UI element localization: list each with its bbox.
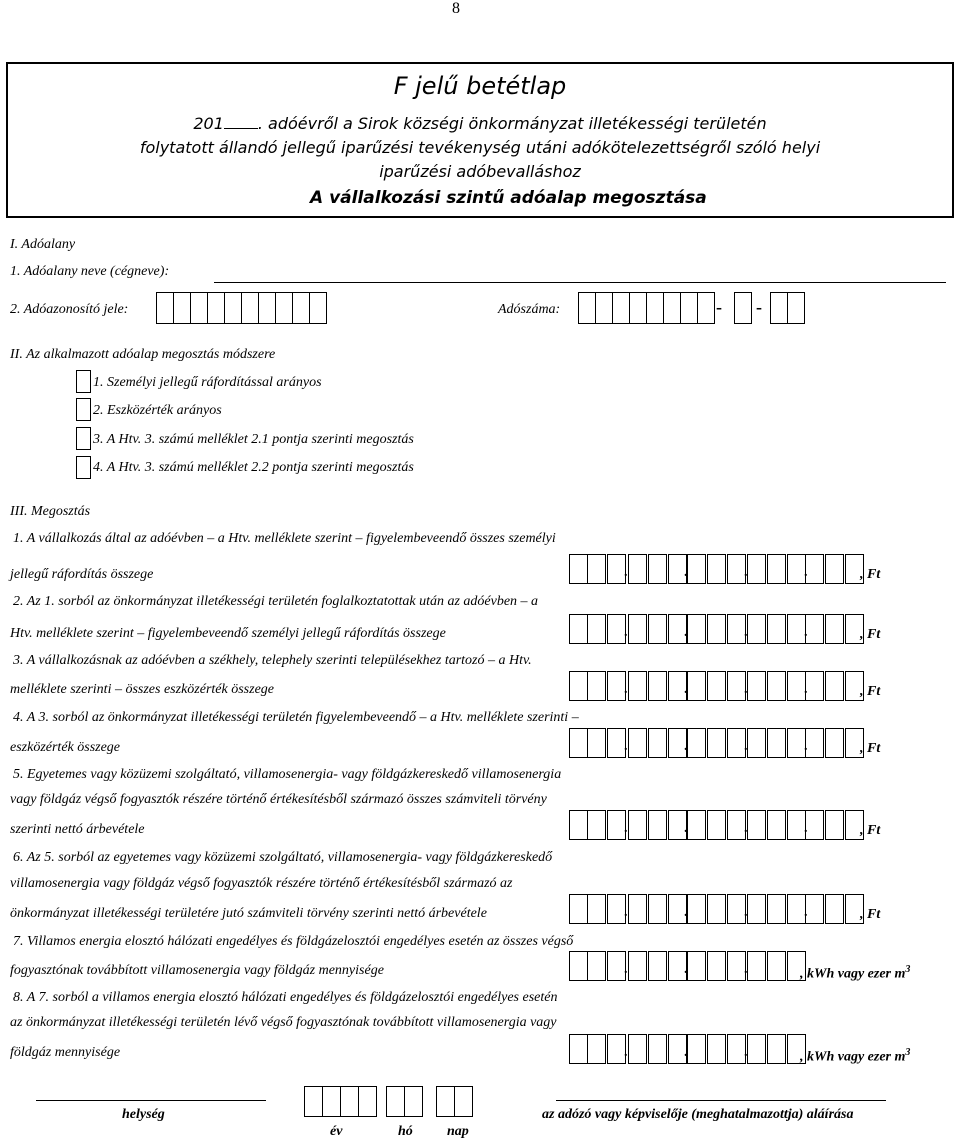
taxnum-label: Adószáma:: [498, 302, 561, 317]
amount-separator-dot: .: [684, 1045, 688, 1060]
date-digit-box[interactable]: [358, 1086, 377, 1117]
amount-digit-box[interactable]: [628, 810, 647, 840]
page-number: 8: [452, 0, 460, 17]
name-field[interactable]: [214, 282, 946, 283]
amount-digit-box[interactable]: [805, 728, 824, 758]
amount-digit-box[interactable]: [569, 614, 588, 644]
unit-kwh-text: , kWh vagy ezer m: [800, 966, 906, 982]
method-option-3: 3. A Htv. 3. számú melléklet 2.1 pontja szerinti megosztás: [93, 432, 414, 447]
amount-digit-box[interactable]: [747, 728, 766, 758]
amount-separator-dot: .: [804, 821, 808, 836]
amount-separator-dot: .: [624, 1045, 628, 1060]
amount-digit-box[interactable]: [687, 728, 706, 758]
amount-digit-box[interactable]: [707, 810, 726, 840]
amount-digit-box[interactable]: [569, 554, 588, 584]
taxid-digit-box[interactable]: [275, 292, 293, 324]
amount-digit-box[interactable]: [687, 894, 706, 924]
amount-digit-box[interactable]: [805, 554, 824, 584]
amount-digit-box[interactable]: [747, 894, 766, 924]
section-1-title: I. Adóalany: [10, 237, 76, 252]
amount-digit-box[interactable]: [767, 951, 786, 981]
row-8-text-a: 8. A 7. sorból a villamos energia elosztó hálózati engedélyes és földgázelosztói engedélyes esetén: [13, 990, 558, 1005]
amount-separator-dot: .: [624, 821, 628, 836]
method-option-2: 2. Eszközérték arányos: [93, 403, 222, 418]
amount-digit-box[interactable]: [707, 728, 726, 758]
amount-separator-dot: .: [744, 682, 748, 697]
method-checkbox-2[interactable]: [76, 398, 91, 421]
header-line-1: [0, 114, 960, 133]
taxnum-digit-box[interactable]: [663, 292, 681, 324]
method-option-4: 4. A Htv. 3. számú melléklet 2.2 pontja szerinti megosztás: [93, 460, 414, 475]
row-5-text-a: 5. Egyetemes vagy közüzemi szolgáltató, villamosenergia- vagy földgázkereskedő villamosenergia: [13, 767, 562, 782]
amount-digit-box[interactable]: [587, 894, 606, 924]
section-2-title: II. Az alkalmazott adóalap megosztás módszere: [10, 347, 276, 362]
amount-digit-box[interactable]: [628, 554, 647, 584]
row-1-text-b: jellegű ráfordítás összege: [10, 567, 154, 582]
amount-separator-dot: .: [684, 739, 688, 754]
amount-digit-box[interactable]: [747, 810, 766, 840]
taxnum-digit-box[interactable]: [787, 292, 805, 324]
amount-digit-box[interactable]: [587, 728, 606, 758]
header-line-2: folytatott állandó jellegű iparűzési tevékenység utáni adókötelezettségről szóló helyi: [139, 138, 821, 157]
unit-ft-label: , Ft: [860, 684, 881, 699]
row-6-text-b: villamosenergia vagy földgáz végső fogyasztók részére történő értékesítésből származó az: [10, 876, 513, 891]
row-8-text-b: az önkormányzat illetékességi területén lévő végső fogyasztónak továbbított villamosenergia vagy: [10, 1015, 557, 1030]
amount-digit-box[interactable]: [707, 554, 726, 584]
taxnum-digit-box[interactable]: [680, 292, 698, 324]
signature-label: az adózó vagy képviselője (meghatalmazottja) aláírása: [542, 1107, 854, 1122]
taxnum-digit-box[interactable]: [646, 292, 664, 324]
amount-digit-box[interactable]: [587, 951, 606, 981]
unit-ft-label: , Ft: [860, 907, 881, 922]
method-checkbox-4[interactable]: [76, 456, 91, 479]
amount-separator-dot: .: [684, 682, 688, 697]
date-digit-box[interactable]: [454, 1086, 473, 1117]
amount-digit-box[interactable]: [687, 554, 706, 584]
amount-separator-dot: .: [744, 821, 748, 836]
amount-separator-dot: .: [744, 905, 748, 920]
signature-field[interactable]: [556, 1100, 886, 1101]
date-digit-box[interactable]: [304, 1086, 323, 1117]
amount-digit-box[interactable]: [707, 671, 726, 701]
amount-separator-dot: .: [744, 1045, 748, 1060]
amount-digit-box[interactable]: [767, 671, 786, 701]
place-label: helység: [122, 1107, 165, 1122]
form-subtitle: A vállalkozási szintű adóalap megosztása: [310, 188, 707, 208]
amount-digit-box[interactable]: [707, 951, 726, 981]
amount-digit-box[interactable]: [587, 1034, 606, 1064]
amount-separator-dot: .: [804, 682, 808, 697]
amount-digit-box[interactable]: [805, 671, 824, 701]
amount-digit-box[interactable]: [569, 810, 588, 840]
unit-ft-label: , Ft: [860, 823, 881, 838]
amount-digit-box[interactable]: [687, 1034, 706, 1064]
amount-separator-dot: .: [624, 625, 628, 640]
amount-digit-box[interactable]: [648, 614, 667, 644]
amount-separator-dot: .: [624, 905, 628, 920]
year-blank[interactable]: [224, 114, 258, 129]
method-checkbox-1[interactable]: [76, 370, 91, 393]
row-7-text-a: 7. Villamos energia elosztó hálózati engedélyes és földgázelosztói engedélyes esetén az összes végső: [13, 934, 574, 949]
date-digit-box[interactable]: [386, 1086, 405, 1117]
amount-digit-box[interactable]: [805, 614, 824, 644]
method-checkbox-3[interactable]: [76, 427, 91, 450]
amount-separator-dot: .: [684, 625, 688, 640]
header-line-3: iparűzési adóbevalláshoz: [379, 162, 581, 181]
amount-separator-dot: .: [744, 962, 748, 977]
taxnum-digit-box[interactable]: [770, 292, 788, 324]
row-4-text-b: eszközérték összege: [10, 740, 121, 755]
amount-digit-box[interactable]: [825, 810, 844, 840]
amount-digit-box[interactable]: [747, 554, 766, 584]
amount-digit-box[interactable]: [628, 894, 647, 924]
amount-digit-box[interactable]: [825, 671, 844, 701]
row-2-text-b: Htv. melléklete szerint – figyelembeveendő személyi jellegű ráfordítás összege: [10, 626, 446, 641]
amount-digit-box[interactable]: [648, 671, 667, 701]
amount-digit-box[interactable]: [767, 614, 786, 644]
date-digit-box[interactable]: [404, 1086, 423, 1117]
taxnum-digit-box[interactable]: [612, 292, 630, 324]
amount-separator-dot: .: [684, 905, 688, 920]
taxid-digit-box[interactable]: [292, 292, 310, 324]
row-5-text-b: vagy földgáz végső fogyasztók részére történő értékesítésből származó összes számviteli törvény: [10, 792, 547, 807]
amount-digit-box[interactable]: [767, 1034, 786, 1064]
amount-digit-box[interactable]: [747, 1034, 766, 1064]
amount-digit-box[interactable]: [805, 894, 824, 924]
section-3-title: III. Megosztás: [10, 504, 91, 519]
taxid-digit-box[interactable]: [309, 292, 327, 324]
taxid-label: 2. Adóazonosító jele:: [10, 302, 129, 317]
date-digit-box[interactable]: [340, 1086, 359, 1117]
year-prefix: 201: [193, 114, 224, 133]
taxnum-digit-box[interactable]: [734, 292, 752, 324]
unit-kwh-label: [800, 1047, 910, 1066]
method-option-1: 1. Személyi jellegű ráfordítással arányos: [93, 375, 322, 390]
amount-digit-box[interactable]: [767, 728, 786, 758]
place-field[interactable]: [36, 1100, 266, 1101]
taxnum-digit-box[interactable]: [578, 292, 596, 324]
amount-digit-box[interactable]: [587, 614, 606, 644]
taxid-digit-box[interactable]: [156, 292, 174, 324]
row-8-text-c: földgáz mennyisége: [10, 1045, 121, 1060]
amount-digit-box[interactable]: [825, 728, 844, 758]
amount-digit-box[interactable]: [648, 951, 667, 981]
row-6-text-c: önkormányzat illetékességi területére jutó számviteli törvény szerinti nettó árbevétele: [10, 906, 487, 921]
amount-digit-box[interactable]: [767, 554, 786, 584]
amount-digit-box[interactable]: [687, 614, 706, 644]
amount-digit-box[interactable]: [767, 810, 786, 840]
day-label: nap: [447, 1124, 469, 1139]
unit-ft-label: , Ft: [860, 567, 881, 582]
amount-digit-box[interactable]: [648, 1034, 667, 1064]
amount-digit-box[interactable]: [628, 671, 647, 701]
month-label: hó: [398, 1124, 413, 1139]
amount-digit-box[interactable]: [587, 554, 606, 584]
row-2-text-a: 2. Az 1. sorból az önkormányzat illetékességi területén foglalkoztatottak után az adóévben – a: [13, 594, 539, 609]
taxnum-dash-2: -: [756, 297, 762, 317]
amount-digit-box[interactable]: [628, 614, 647, 644]
amount-digit-box[interactable]: [648, 894, 667, 924]
unit-ft-label: , Ft: [860, 627, 881, 642]
taxnum-digit-box[interactable]: [595, 292, 613, 324]
amount-separator-dot: .: [624, 682, 628, 697]
amount-digit-box[interactable]: [825, 614, 844, 644]
unit-kwh-label: [800, 964, 910, 983]
amount-separator-dot: .: [624, 962, 628, 977]
taxid-digit-box[interactable]: [224, 292, 242, 324]
amount-digit-box[interactable]: [569, 671, 588, 701]
amount-digit-box[interactable]: [747, 671, 766, 701]
unit-kwh-superscript: 3: [905, 964, 911, 975]
amount-digit-box[interactable]: [767, 894, 786, 924]
amount-digit-box[interactable]: [569, 894, 588, 924]
taxid-digit-box[interactable]: [207, 292, 225, 324]
taxnum-digit-box[interactable]: [697, 292, 715, 324]
amount-digit-box[interactable]: [747, 614, 766, 644]
amount-digit-box[interactable]: [628, 728, 647, 758]
amount-digit-box[interactable]: [587, 671, 606, 701]
date-digit-box[interactable]: [436, 1086, 455, 1117]
amount-digit-box[interactable]: [687, 951, 706, 981]
amount-digit-box[interactable]: [687, 810, 706, 840]
amount-digit-box[interactable]: [707, 614, 726, 644]
taxnum-dash-1: -: [716, 297, 722, 317]
taxnum-digit-box[interactable]: [629, 292, 647, 324]
header-line-1-rest: . adóévről a Sirok községi önkormányzat illetékességi területén: [257, 114, 767, 133]
amount-digit-box[interactable]: [569, 951, 588, 981]
amount-digit-box[interactable]: [628, 951, 647, 981]
amount-separator-dot: .: [624, 565, 628, 580]
amount-separator-dot: .: [804, 565, 808, 580]
amount-digit-box[interactable]: [587, 810, 606, 840]
amount-digit-box[interactable]: [825, 894, 844, 924]
unit-kwh-superscript: 3: [905, 1047, 911, 1058]
taxid-digit-box[interactable]: [190, 292, 208, 324]
row-5-text-c: szerinti nettó árbevétele: [10, 822, 145, 837]
year-label: év: [330, 1124, 343, 1139]
amount-separator-dot: .: [804, 625, 808, 640]
amount-separator-dot: .: [804, 905, 808, 920]
amount-separator-dot: .: [744, 565, 748, 580]
amount-digit-box[interactable]: [569, 1034, 588, 1064]
amount-digit-box[interactable]: [707, 894, 726, 924]
amount-digit-box[interactable]: [648, 810, 667, 840]
amount-digit-box[interactable]: [648, 728, 667, 758]
taxid-digit-box[interactable]: [258, 292, 276, 324]
row-1-text-a: 1. A vállalkozás által az adóévben – a Htv. melléklete szerint – figyelembeveendő összes személyi: [13, 531, 556, 546]
row-4-text-a: 4. A 3. sorból az önkormányzat illetékességi területén figyelembeveendő – a Htv. melléklete szerinti –: [13, 710, 579, 725]
amount-digit-box[interactable]: [707, 1034, 726, 1064]
amount-digit-box[interactable]: [825, 554, 844, 584]
amount-separator-dot: .: [684, 962, 688, 977]
amount-digit-box[interactable]: [747, 951, 766, 981]
amount-digit-box[interactable]: [805, 810, 824, 840]
row-6-text-a: 6. Az 5. sorból az egyetemes vagy közüzemi szolgáltató, villamosenergia- vagy földgázkereskedő: [13, 850, 553, 865]
amount-separator-dot: .: [744, 625, 748, 640]
amount-separator-dot: .: [804, 739, 808, 754]
amount-digit-box[interactable]: [569, 728, 588, 758]
unit-kwh-text: , kWh vagy ezer m: [800, 1049, 906, 1065]
amount-digit-box[interactable]: [687, 671, 706, 701]
row-3-text-a: 3. A vállalkozásnak az adóévben a székhely, telephely szerinti településekhez tartozó – a Htv.: [13, 653, 532, 668]
taxid-digit-box[interactable]: [241, 292, 259, 324]
amount-separator-dot: .: [684, 565, 688, 580]
amount-digit-box[interactable]: [648, 554, 667, 584]
form-title: F jelű betétlap: [393, 72, 567, 100]
amount-separator-dot: .: [744, 739, 748, 754]
date-digit-box[interactable]: [322, 1086, 341, 1117]
unit-ft-label: , Ft: [860, 741, 881, 756]
row-7-text-b: fogyasztónak továbbított villamosenergia vagy földgáz mennyisége: [10, 963, 384, 978]
taxid-digit-box[interactable]: [173, 292, 191, 324]
amount-digit-box[interactable]: [628, 1034, 647, 1064]
amount-separator-dot: .: [684, 821, 688, 836]
row-3-text-b: melléklete szerinti – összes eszközérték összege: [10, 682, 274, 697]
amount-separator-dot: .: [624, 739, 628, 754]
name-label: 1. Adóalany neve (cégneve):: [10, 264, 170, 279]
